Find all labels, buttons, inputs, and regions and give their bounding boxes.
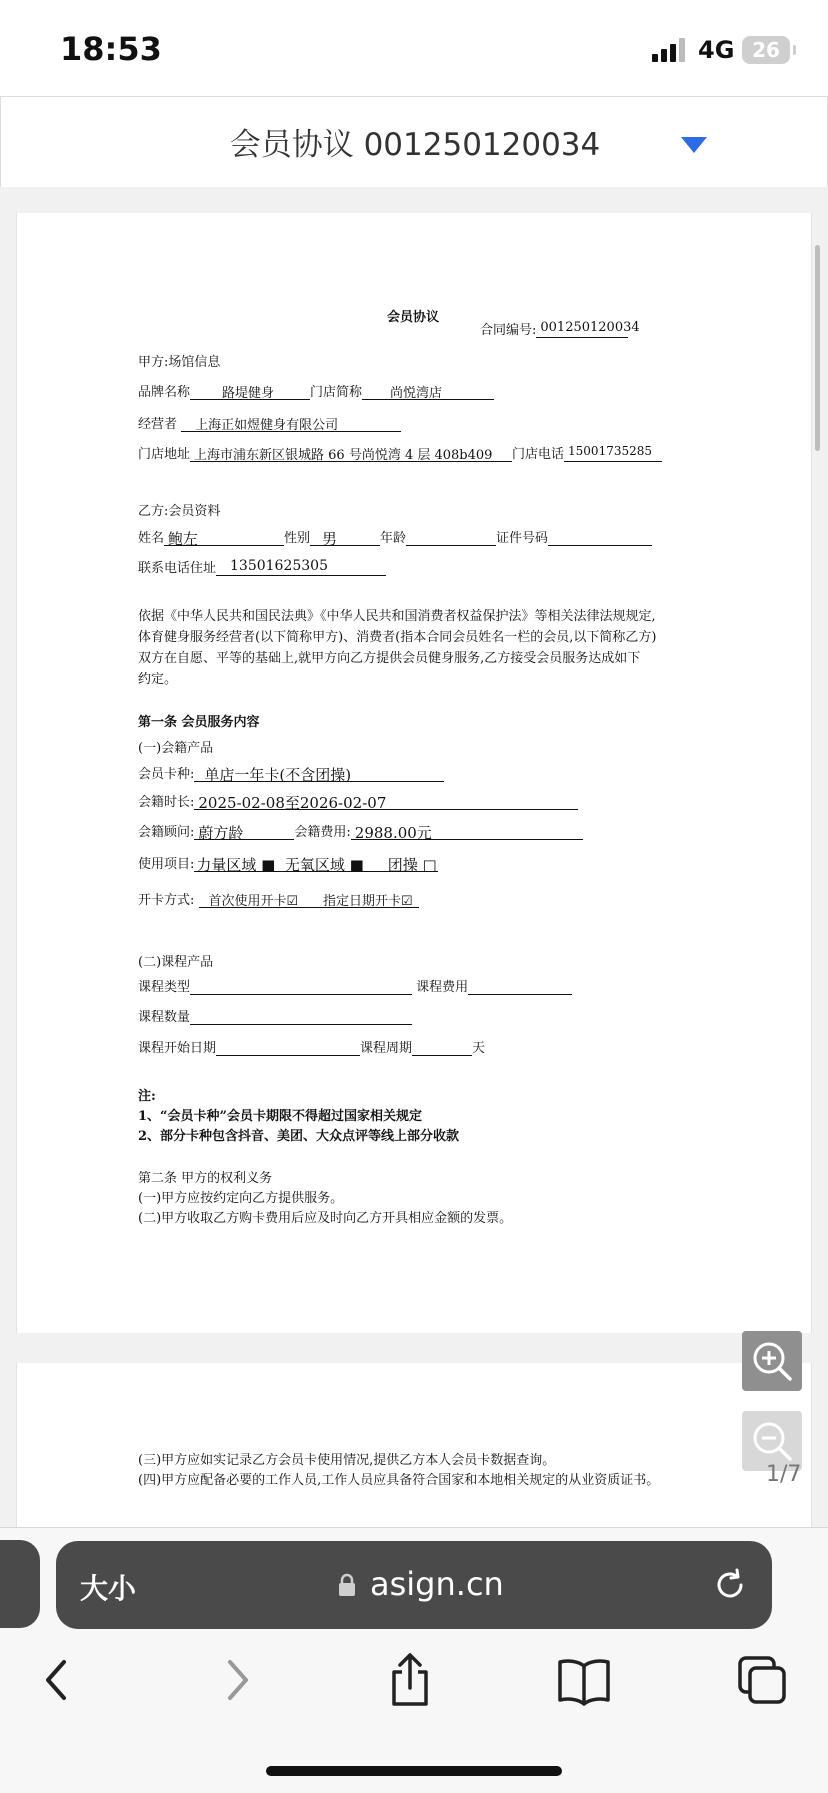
store-short-label: 门店简称 <box>310 385 363 400</box>
intro-paragraph <box>138 606 656 690</box>
card-type-value: 单店一年卡(不含团操) <box>194 764 444 782</box>
usage-item-group: 团操 □ <box>387 856 437 874</box>
course-heading: (二)课程产品 <box>138 955 214 970</box>
contact-label: 联系电话住址 <box>138 561 217 576</box>
duration-value: 2025-02-08至2026-02-07 <box>194 792 578 810</box>
pdf-viewer[interactable] <box>0 187 828 1527</box>
phone-value: 15001735285 <box>564 444 662 462</box>
battery-icon: 26 <box>742 36 790 64</box>
address-row <box>138 443 662 462</box>
article-2-title: 第二条 甲方的权利义务 <box>138 1171 273 1186</box>
gender-label: 性别 <box>284 531 311 546</box>
course-qty-row <box>138 1006 412 1025</box>
document-title-bar[interactable] <box>0 96 828 188</box>
share-icon[interactable] <box>380 1652 440 1708</box>
store-short-value: 尚悦湾店 <box>362 382 494 400</box>
course-fee-label: 课程费用 <box>416 980 469 995</box>
member-info-row <box>138 527 652 546</box>
bookmarks-icon[interactable] <box>554 1652 614 1708</box>
address-bar[interactable] <box>56 1541 772 1629</box>
course-type-row <box>138 976 572 995</box>
usage-value <box>194 854 438 872</box>
course-period-label: 课程周期 <box>360 1041 413 1056</box>
note-line-1: 1、“会员卡种”会员卡期限不得超过国家相关规定 <box>138 1109 423 1124</box>
age-value <box>406 528 496 546</box>
reload-icon[interactable] <box>710 1565 750 1605</box>
intro-line: 双方在自愿、平等的基础上,就甲方向乙方提供会员健身服务,乙方接受会员服务达成如下 <box>138 651 641 666</box>
brand-row <box>138 381 494 400</box>
scrollbar-thumb[interactable] <box>815 245 820 451</box>
status-bar <box>0 0 828 96</box>
phone-label: 门店电话 <box>512 447 565 462</box>
duration-label: 会籍时长: <box>138 795 195 810</box>
article-2-item-3: (三)甲方应如实记录乙方会员卡使用情况,提供乙方本人会员卡数据查询。 <box>138 1453 556 1468</box>
doc-title: 会员协议 <box>387 310 440 325</box>
open-method-label: 开卡方式: <box>138 893 195 908</box>
document-title: 会员协议 001250120034 <box>229 127 601 163</box>
home-indicator <box>266 1766 562 1776</box>
membership-heading: (一)会籍产品 <box>138 741 214 756</box>
contact-value: 13501625305 <box>216 558 386 576</box>
party-a-heading: 甲方:场馆信息 <box>138 355 221 370</box>
party-b-heading: 乙方:会员资料 <box>138 504 221 519</box>
open-method-row <box>138 889 419 908</box>
address-value: 上海市浦东新区银城路 66 号尚悦湾 4 层 408b409 <box>190 444 512 462</box>
text-size-button[interactable]: 大小 <box>80 1572 137 1605</box>
fee-value: 2988.00元 <box>351 822 583 840</box>
course-qty-value <box>190 1007 412 1025</box>
duration-row <box>138 791 578 810</box>
status-time: 18:53 <box>60 30 162 68</box>
course-schedule-row <box>138 1037 485 1056</box>
consultant-value: 蔚方龄 <box>194 822 294 840</box>
course-period-unit: 天 <box>472 1041 486 1056</box>
open-option-first-use: 首次使用开卡☑ <box>208 894 299 909</box>
url-host[interactable]: asign.cn <box>370 1565 504 1603</box>
fee-label: 会籍费用: <box>294 825 351 840</box>
back-icon[interactable] <box>28 1652 88 1708</box>
page-indicator: 1/7 <box>766 1462 802 1487</box>
document-page-1 <box>16 213 812 1333</box>
course-fee-value <box>468 977 572 995</box>
article-2-item-4: (四)甲方应配备必要的工作人员,工作人员应具备符合国家和本地相关规定的从业资质证书。 <box>138 1473 660 1488</box>
tabs-icon[interactable] <box>732 1652 792 1708</box>
document-page-2 <box>16 1363 812 1527</box>
name-value: 鲍左 <box>164 528 284 546</box>
address-label: 门店地址 <box>138 447 191 462</box>
usage-label: 使用项目: <box>138 857 195 872</box>
name-label: 姓名 <box>138 531 165 546</box>
contract-number-row <box>480 319 640 338</box>
open-method-value <box>199 890 419 908</box>
operator-row <box>138 413 401 432</box>
course-start-value <box>216 1038 360 1056</box>
zoom-in-button[interactable] <box>742 1331 802 1391</box>
operator-label: 经营者 <box>138 417 178 432</box>
id-label: 证件号码 <box>496 531 549 546</box>
forward-icon[interactable] <box>206 1652 266 1708</box>
age-label: 年龄 <box>380 531 407 546</box>
intro-line: 依据《中华人民共和国民法典》《中华人民共和国消费者权益保护法》等相关法律法规规定, <box>138 609 656 624</box>
usage-item-anaerobic: 无氧区域 ■ <box>284 856 364 874</box>
open-option-date: 指定日期开卡☑ <box>322 894 413 909</box>
contract-number-value: 001250120034 <box>536 320 628 338</box>
course-period-value <box>412 1038 472 1056</box>
id-value <box>548 528 652 546</box>
article-1-title: 第一条 会员服务内容 <box>138 715 260 730</box>
article-2-item-2: (二)甲方收取乙方购卡费用后应及时向乙方开具相应金额的发票。 <box>138 1211 513 1226</box>
dropdown-caret-icon[interactable] <box>681 137 707 153</box>
consultant-row <box>138 821 583 840</box>
contract-number-label: 合同编号: <box>480 323 537 338</box>
note-line-2: 2、部分卡种包含抖音、美团、大众点评等线上部分收款 <box>138 1129 460 1144</box>
lock-icon <box>338 1573 356 1597</box>
card-type-label: 会员卡种: <box>138 767 195 782</box>
previous-tab-preview[interactable] <box>0 1540 40 1628</box>
course-start-label: 课程开始日期 <box>138 1041 217 1056</box>
usage-row <box>138 853 438 872</box>
gender-value: 男 <box>310 528 380 546</box>
consultant-label: 会籍顾问: <box>138 825 195 840</box>
contact-row <box>138 557 386 576</box>
note-title: 注: <box>138 1089 156 1104</box>
intro-line: 约定。 <box>138 672 178 687</box>
brand-label: 品牌名称 <box>138 385 191 400</box>
card-type-row <box>138 763 444 782</box>
zoom-in-icon <box>742 1331 802 1391</box>
operator-value: 上海正如煜健身有限公司 <box>181 414 401 432</box>
cellular-signal-icon <box>652 38 692 62</box>
usage-item-strength: 力量区域 ■ <box>196 856 276 874</box>
course-type-label: 课程类型 <box>138 980 191 995</box>
intro-line: 体育健身服务经营者(以下简称甲方)、消费者(指本合同会员姓名一栏的会员,以下简称乙方) <box>138 630 657 645</box>
network-type: 4G <box>698 36 735 64</box>
brand-value: 路堤健身 <box>190 382 310 400</box>
course-type-value <box>190 977 412 995</box>
article-2-item-1: (一)甲方应按约定向乙方提供服务。 <box>138 1191 344 1206</box>
course-qty-label: 课程数量 <box>138 1010 191 1025</box>
